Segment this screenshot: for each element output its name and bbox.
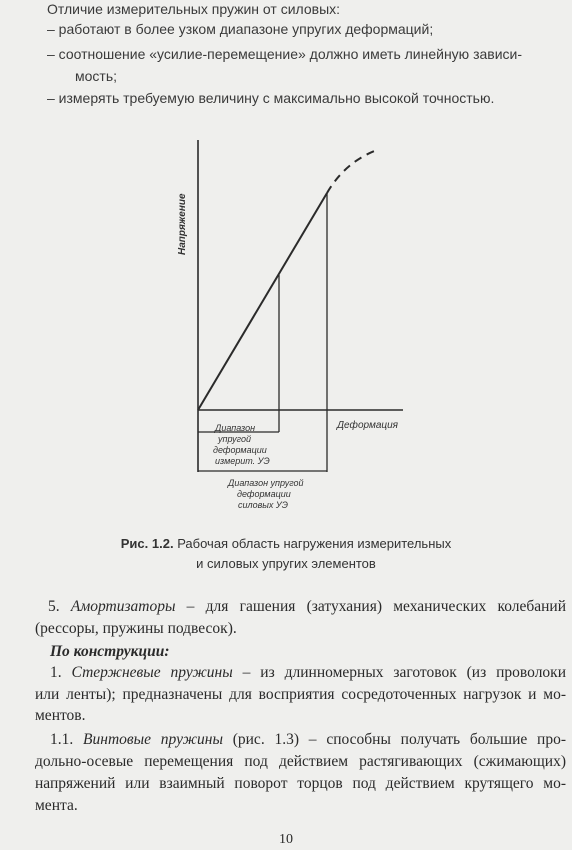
intro-item-1: – работают в более узком диапазоне упругих деформаций; xyxy=(47,21,434,37)
y-axis-label: Напряжение xyxy=(177,193,188,255)
para-11-term: Винтовые пружины xyxy=(83,731,223,748)
measuring-range-label-3: деформации xyxy=(213,445,267,455)
figure-caption-line2: и силовых упругих элементов xyxy=(196,556,376,571)
intro-heading: Отличие измерительных пружин от силовых: xyxy=(47,1,341,17)
measuring-range-label-4: измерит. УЭ xyxy=(215,456,270,466)
para-11-line2: дольно-осевые перемещения под действием растягивающих (сжимающих) xyxy=(35,753,566,770)
measuring-range-label-2: упругой xyxy=(218,434,252,444)
intro-item-3: – измерять требуемую величину с максимально высокой точностью. xyxy=(47,90,495,106)
para-5-line1 xyxy=(35,598,566,616)
intro-item-2-cont: мость; xyxy=(75,68,118,84)
para-1-num: 1. xyxy=(50,664,72,681)
para-1-line1 xyxy=(35,664,566,682)
x-axis-label: Деформация xyxy=(337,420,399,431)
figure-caption-label: Рис. 1.2. xyxy=(120,536,174,551)
para-11-line1 xyxy=(35,731,566,749)
para-11-line4: мента. xyxy=(35,797,78,814)
para-5-term: Амортизаторы xyxy=(70,598,176,615)
para-1-term: Стержневые пружины xyxy=(71,664,233,681)
subheading-text: По конструкции: xyxy=(50,643,170,660)
para-5-line2: (рессоры, пружины подвесок). xyxy=(35,620,237,637)
para-1-line3: ментов. xyxy=(35,707,86,724)
para-1-line2: или ленты); предназначены для восприятия сосредоточенных нагрузок и мо- xyxy=(35,686,566,703)
para-5-text: – для гашения (затухания) механических колебаний xyxy=(175,598,567,615)
power-range-label-1: Диапазон упругой xyxy=(228,478,304,488)
para-11-num: 1.1. xyxy=(50,731,84,748)
figure-caption-line1 xyxy=(0,535,572,553)
para-1-text: – из длинномерных заготовок (из проволоки xyxy=(232,664,566,681)
page-number: 10 xyxy=(279,832,293,847)
measuring-range-label-1: Диапазон xyxy=(215,423,256,433)
para-5-num: 5. xyxy=(48,598,71,615)
intro-item-2: – соотношение «усилие-перемещение» должно иметь линейную зависи- xyxy=(47,46,523,62)
power-range-label-2: деформации xyxy=(237,489,291,499)
para-11-line3: напряжений или взаимный поворот торцов под действием крутящего мо- xyxy=(35,775,566,792)
nonlinear-dashed-segment xyxy=(327,150,377,193)
subheading-by-construction xyxy=(50,643,170,661)
power-range-label-3: силовых УЭ xyxy=(238,500,289,510)
linear-segment xyxy=(198,193,327,410)
para-11-text: (рис. 1.3) – способны получать большие про- xyxy=(222,731,566,748)
figure-caption-text1: Рабочая область нагружения измерительных xyxy=(173,536,452,551)
